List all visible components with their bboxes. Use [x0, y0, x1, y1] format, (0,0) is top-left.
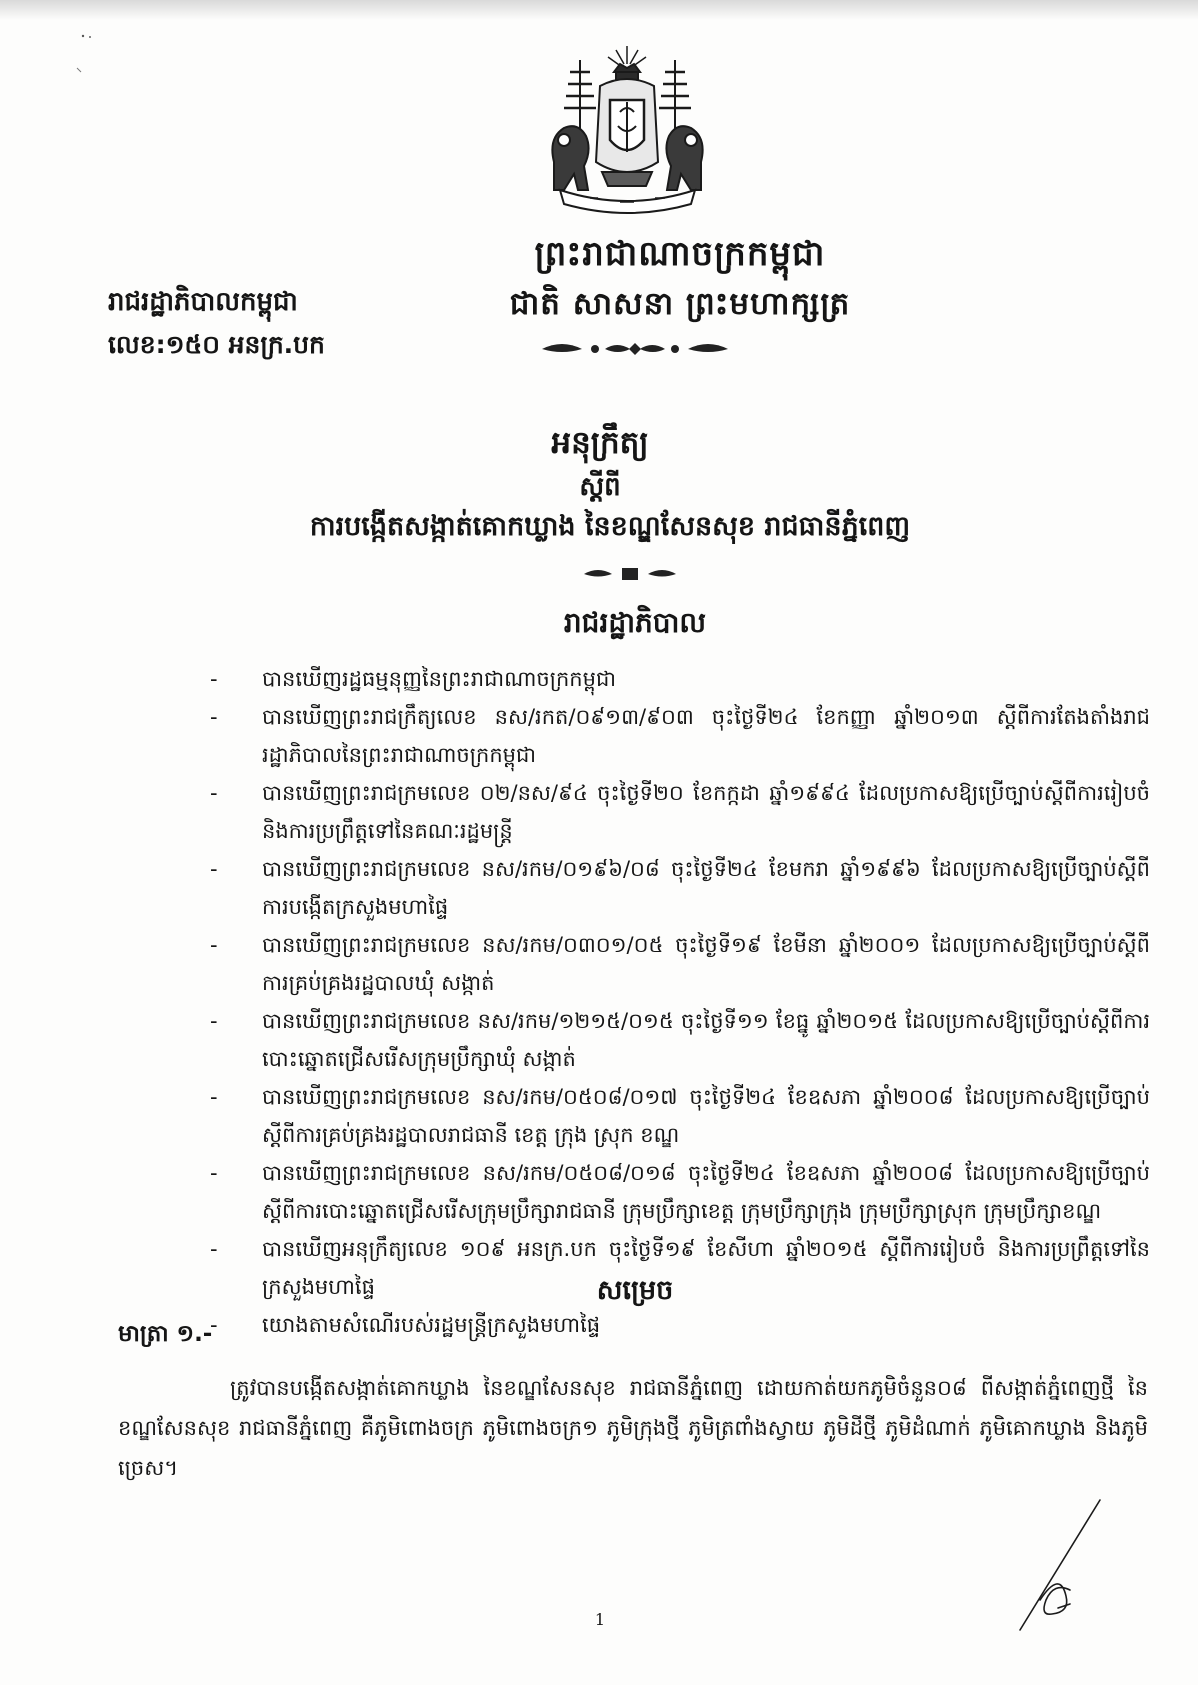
bullet-dash: -: [210, 705, 218, 729]
citation-list: [210, 660, 1150, 1344]
document-title: អនុក្រឹត្យ: [551, 425, 649, 461]
reference-number: លេខ:១៥០ អនក្រ.បក: [108, 330, 325, 359]
article-label: មាត្រា ១.-: [118, 1321, 213, 1347]
document-subject: ការបង្កើតសង្កាត់គោកឃ្លាង នៃខណ្ឌសែនសុខ រាជធានីភ្នំពេញ: [309, 511, 911, 542]
bullet-dash: -: [210, 781, 218, 805]
bullet-dash: -: [210, 933, 218, 957]
decision-heading: សម្រេច: [596, 1275, 674, 1306]
scan-edge: [0, 0, 1198, 20]
citation-item: [210, 850, 1150, 926]
citation-text: បានឃើញព្រះរាជក្រមលេខ នស/រកម/០៥០៨/០១៨ ចុះថ្ងៃទី២៤ ខែឧសភា ឆ្នាំ២០០៨ ដែលប្រកាសឱ្យប្រើច្បាប់ស្តីពីការបោះឆ្នោតជ្រើសរើសក្រុមប្រឹក្សារាជធានី ក្រុមប្រឹក្សាខេត្ត ក្រុមប្រឹក្សាក្រុង ក្រុមប្រឹក្សាស្រុក ក្រុមប្រឹក្សាខណ្ឌ: [262, 1161, 1150, 1223]
bullet-dash: -: [210, 1009, 218, 1033]
bullet-dash: -: [210, 667, 218, 691]
citation-text: បានឃើញព្រះរាជក្រមលេខ ០២/នស/៩៤ ចុះថ្ងៃទី២០ ខែកក្កដា ឆ្នាំ១៩៩៤ ដែលប្រកាសឱ្យប្រើច្បាប់ស្តីពីការរៀបចំ និងការប្រព្រឹត្តទៅនៃគណៈរដ្ឋមន្ត្រី: [262, 781, 1150, 843]
bullet-dash: -: [210, 857, 218, 881]
national-motto: ជាតិ សាសនា ព្រះមហាក្សត្រ: [509, 286, 851, 322]
citation-item: [210, 926, 1150, 1002]
issuer-heading: រាជរដ្ឋាភិបាល: [563, 606, 707, 639]
citation-item: [210, 1154, 1150, 1230]
page-number: 1: [594, 1610, 606, 1629]
handwritten-signature-icon: [1000, 1490, 1120, 1640]
bullet-dash: -: [210, 1085, 218, 1109]
small-ornament-icon: [580, 565, 680, 583]
bullet-dash: -: [210, 1161, 218, 1185]
citation-item: [210, 698, 1150, 774]
citation-text: យោងតាមសំណើរបស់រដ្ឋមន្ត្រីក្រសួងមហាផ្ទៃ: [262, 1313, 601, 1337]
citation-text: បានឃើញអនុក្រឹត្យលេខ ១០៩ អនក្រ.បក ចុះថ្ងៃទី១៩ ខែសីហា ឆ្នាំ២០១៥ ស្តីពីការរៀបចំ និងការប្រព្រឹត្តទៅនៃក្រសួងមហាផ្ទៃ: [262, 1237, 1150, 1299]
kingdom-title: ព្រះរាជាណាចក្រកម្ពុជា: [534, 234, 826, 274]
citation-item: [210, 660, 1150, 698]
citation-item: [210, 774, 1150, 850]
document-about: ស្តីពី: [579, 472, 621, 502]
citation-text: បានឃើញព្រះរាជក្រមលេខ នស/រកម/១២១៥/០១៥ ចុះថ្ងៃទី១១ ខែធ្នូ ឆ្នាំ២០១៥ ដែលប្រកាសឱ្យប្រើច្បាប់ស្តីពីការបោះឆ្នោតជ្រើសរើសក្រុមប្រឹក្សាឃុំ សង្កាត់: [262, 1009, 1150, 1071]
article-body: ត្រូវបានបង្កើតសង្កាត់គោកឃ្លាង នៃខណ្ឌសែនសុខ រាជធានីភ្នំពេញ ដោយកាត់យកភូមិចំនួន០៨ ពីសង្កាត់ភ្នំពេញថ្មី នៃខណ្ឌសែនសុខ រាជធានីភ្នំពេញ គឺភូមិពោងចក្រ ភូមិពោងចក្រ១ ភូមិក្រុងថ្មី ភូមិត្រពាំងស្វាយ ភូមិដីថ្មី ភូមិដំណាក់ ភូមិគោកឃ្លាង និងភូមិច្រេស។: [118, 1376, 1148, 1480]
citation-item: [210, 1078, 1150, 1154]
citation-text: បានឃើញព្រះរាជក្រឹត្យលេខ នស/រកត/០៩១៣/៩០៣ ចុះថ្ងៃទី២៤ ខែកញ្ញា ឆ្នាំ២០១៣ ស្តីពីការតែងតាំងរាជរដ្ឋាភិបាលនៃព្រះរាជាណាចក្រកម្ពុជា: [262, 705, 1150, 767]
citation-item: [210, 1002, 1150, 1078]
ornament-divider-icon: [540, 338, 730, 360]
bullet-dash: -: [210, 1237, 218, 1261]
issuing-government: រាជរដ្ឋាភិបាលកម្ពុជា: [108, 287, 298, 317]
royal-coat-of-arms-icon: [540, 42, 715, 220]
citation-text: បានឃើញព្រះរាជក្រមលេខ នស/រកម/០៣០១/០៥ ចុះថ្ងៃទី១៩ ខែមីនា ឆ្នាំ២០០១ ដែលប្រកាសឱ្យប្រើច្បាប់ស្តីពីការគ្រប់គ្រងរដ្ឋបាលឃុំ សង្កាត់: [262, 933, 1150, 995]
bullet-dash: -: [210, 1313, 218, 1337]
scan-mark-icon: [75, 28, 115, 98]
citation-text: បានឃើញព្រះរាជក្រមលេខ នស/រកម/០៥០៨/០១៧ ចុះថ្ងៃទី២៤ ខែឧសភា ឆ្នាំ២០០៨ ដែលប្រកាសឱ្យប្រើច្បាប់ស្តីពីការគ្រប់គ្រងរដ្ឋបាលរាជធានី ខេត្ត ក្រុង ស្រុក ខណ្ឌ: [262, 1085, 1150, 1147]
citation-text: បានឃើញរដ្ឋធម្មនុញ្ញនៃព្រះរាជាណាចក្រកម្ពុជា: [262, 667, 616, 691]
citation-text: បានឃើញព្រះរាជក្រមលេខ នស/រកម/០១៩៦/០៨ ចុះថ្ងៃទី២៤ ខែមករា ឆ្នាំ១៩៩៦ ដែលប្រកាសឱ្យប្រើច្បាប់ស្តីពីការបង្កើតក្រសួងមហាផ្ទៃ: [262, 857, 1150, 919]
